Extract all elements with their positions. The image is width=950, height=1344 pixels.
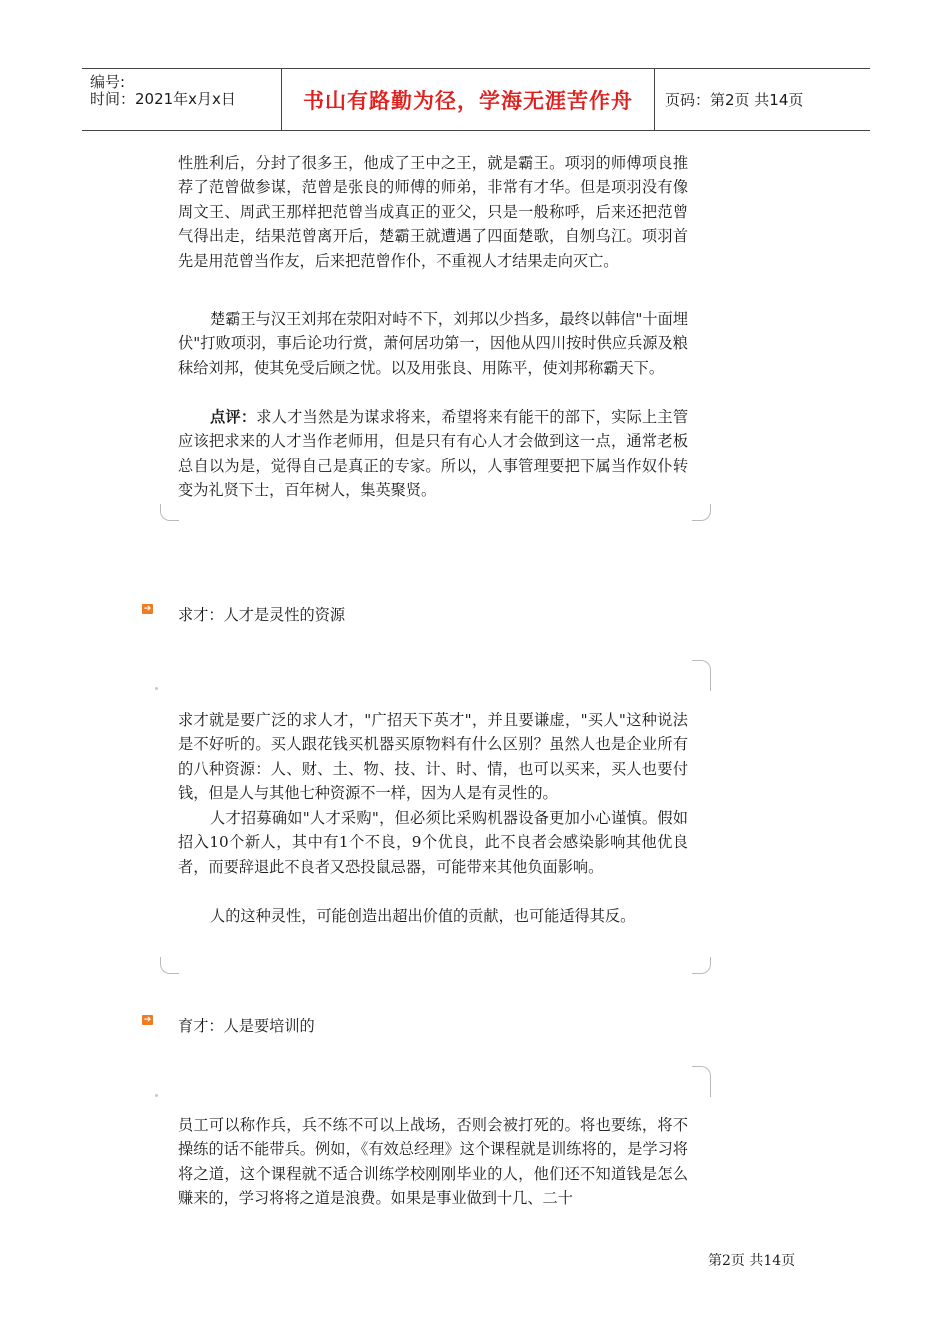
frame-corner-bottom-left: [160, 504, 179, 521]
header-page-cell: [655, 69, 880, 130]
frame-corner-bottom-left: [160, 957, 179, 974]
arrow-right-icon: ➔: [143, 1014, 152, 1025]
frame-dot: [155, 1094, 158, 1097]
comment-text: 求人才当然是为谋求将来，希望将来有能干的部下，实际上主管应该把求来的人才当作老师用，但是只有有心人才会做到这一点，通常老板总自以为是，觉得自己是真正的专家。所以，人事管理要把下属当作奴仆转变为礼贤下士，百年树人，集英聚贤。: [178, 408, 688, 500]
paragraph: 员工可以称作兵，兵不练不可以上战场，否则会被打死的。将也要练，将不操练的话不能带兵。例如，《有效总经理》这个课程就是训练将的，是学习将将之道，这个课程就不适合训练学校刚刚毕业的人，他们还不知道钱是怎么赚来的，学习将将之道是浪费。如果是事业做到十几、二十: [178, 1116, 688, 1208]
paragraph: 人的这种灵性，可能创造出超出价值的贡献，也可能适得其反。: [210, 907, 636, 925]
document-number-label: 编号:: [90, 73, 126, 91]
header-motto: 书山有路勤为径，学海无涯苦作舟: [303, 88, 633, 113]
arrow-right-icon: ➔: [143, 603, 152, 614]
header-motto-cell: [282, 69, 655, 130]
frame-corner-bottom-right: [692, 504, 711, 521]
frame-dot: [155, 687, 158, 690]
frame-corner-bottom-right: [692, 957, 711, 974]
comment-label: 点评：: [210, 408, 257, 426]
section-title: 求才：人才是灵性的资源: [178, 606, 346, 624]
page-header: [82, 68, 870, 131]
header-info-cell: [82, 69, 282, 130]
comment-paragraph: [178, 405, 688, 503]
footer-page-number: 第2页 共14页: [708, 1253, 796, 1269]
document-date-label: 时间：2021年x月x日: [90, 90, 236, 108]
section-heading: [142, 604, 345, 625]
section-title: 育才：人是要培训的: [178, 1017, 315, 1035]
paragraph: 人才招募确如"人才采购"，但必须比采购机器设备更加小心谨慎。假如招入10个新人，其中有1个不良，9个优良，此不良者会感染影响其他优良者，而要辞退此不良者又恐投鼠忌器，可能带来其他负面影响。: [178, 809, 688, 876]
paragraph: 性胜利后，分封了很多王，他成了王中之王，就是霸王。项羽的师傅项良推荐了范曾做参谋，范曾是张良的师傅的师弟，非常有才华。但是项羽没有像周文王、周武王那样把范曾当成真正的亚父，只是一般称呼，后来还把范曾气得出走，结果范曾离开后，楚霸王就遭遇了四面楚歌，自刎乌江。项羽首先是用范曾当作友，后来把范曾作仆，不重视人才结果走向灭亡。: [178, 154, 688, 270]
paragraph: 楚霸王与汉王刘邦在荥阳对峙不下，刘邦以少挡多，最终以韩信"十面埋伏"打败项羽，事后论功行赏，萧何居功第一，因他从四川按时供应兵源及粮秣给刘邦，使其免受后顾之忧。以及用张良、用陈平，使刘邦称霸天下。: [178, 310, 688, 377]
frame-corner-top-right: [692, 1066, 711, 1097]
paragraph: 求才就是要广泛的求人才，"广招天下英才"，并且要谦虚，"买人"这种说法是不好听的。买人跟花钱买机器买原物料有什么区别？虽然人也是企业所有的八种资源：人、财、土、物、技、计、时、情，也可以买来，买人也要付钱，但是人与其他七种资源不一样，因为人是有灵性的。: [178, 711, 688, 803]
frame-corner-top-right: [692, 660, 711, 691]
header-page-number: 页码：第2页 共14页: [665, 91, 804, 109]
section-heading: [142, 1015, 315, 1036]
